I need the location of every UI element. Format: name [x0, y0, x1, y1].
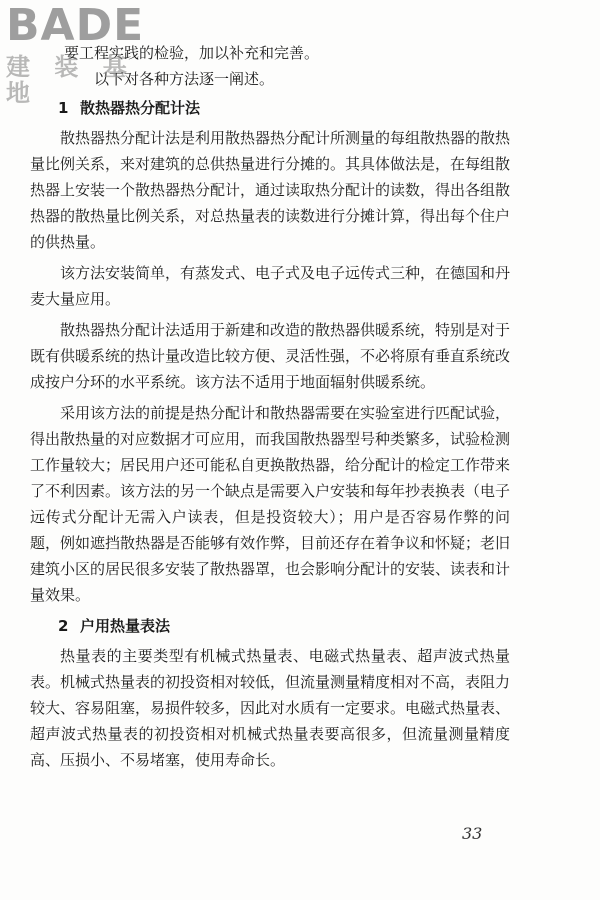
- paragraph: 散热器热分配计法是利用散热器热分配计所测量的每组散热器的散热量比例关系，来对建筑的总供热量进行分摊的。其具体做法是，在每组散热器上安装一个散热器热分配计，通过读取热分配计的读数，得出各组散热器的散热量比例关系，对总热量表的读数进行分摊计算，得出每个住户的供热量。: [30, 129, 511, 251]
- paragraph: 散热器热分配计法适用于新建和改造的散热器供暖系统，特别是对于既有供暖系统的热计量改造比较方便、灵活性强，不必将原有垂直系统改成按户分环的水平系统。该方法不适用于地面辐射供暖系统。: [30, 321, 511, 391]
- section-number: 2: [58, 617, 69, 635]
- section-number: 1: [58, 99, 69, 117]
- page-body: [30, 40, 510, 778]
- logo-brand: BADE: [6, 0, 145, 51]
- paragraph: 该方法安装简单，有蒸发式、电子式及电子远传式三种，在德国和丹麦大量应用。: [30, 264, 511, 308]
- page-number: 33: [462, 824, 483, 843]
- intro-line-1: 要工程实践的检验，加以补充和完善。: [64, 44, 320, 62]
- section-title: 散热器热分配计法: [80, 99, 201, 117]
- paragraph: 热量表的主要类型有机械式热量表、电磁式热量表、超声波式热量表。机械式热量表的初投资相对较低，但流量测量精度相对不高，表阻力较大、容易阻塞，易损件较多，因此对水质有一定要求。电磁式热量表、超声波式热量表的初投资相对机械式热量表要高很多，但流量测量精度高、压损小、不易堵塞，使用寿命长。: [30, 647, 511, 769]
- intro-line-2: 以下对各种方法逐一阐述。: [94, 70, 275, 88]
- logo-subtitle: 建 装 基 地: [6, 53, 135, 107]
- section-title: 户用热量表法: [80, 617, 171, 635]
- paragraph: 采用该方法的前提是热分配计和散热器需要在实验室进行匹配试验，得出散热量的对应数据才可应用，而我国散热器型号种类繁多，试验检测工作量较大；居民用户还可能私自更换散热器，给分配计的检定工作带来了不利因素。该方法的另一个缺点是需要入户安装和每年抄表换表（电子远传式分配计无需入户读表，但是投资较大）；用户是否容易作弊的问题，例如遮挡散热器是否能够有效作弊，目前还存在着争议和怀疑；老旧建筑小区的居民很多安装了散热器罩，也会影响分配计的安装、读表和计量效果。: [30, 404, 511, 604]
- watermark-logo: [6, 0, 176, 107]
- section-heading-2: [30, 613, 510, 639]
